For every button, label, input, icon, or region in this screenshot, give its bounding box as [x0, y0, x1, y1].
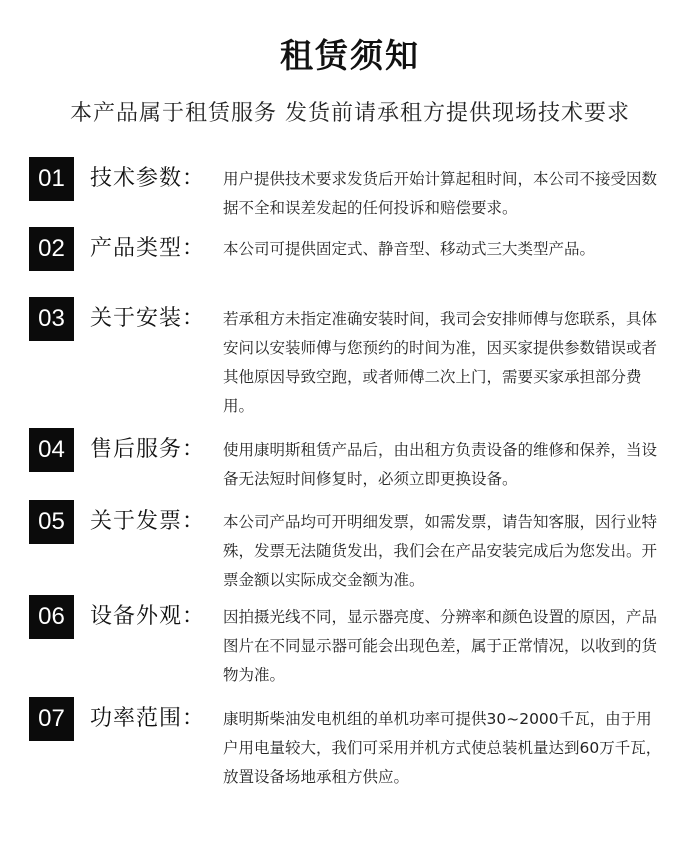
item-number-badge: 03	[29, 297, 74, 341]
item-label: 技术参数：	[90, 166, 206, 191]
item-number-badge: 06	[29, 595, 74, 639]
item-label: 售后服务：	[90, 437, 206, 462]
item-description: 使用康明斯租赁产品后，由出租方负责设备的维修和保养，当设备无法短时间修复时，必须立即更换设备。	[223, 441, 658, 488]
item-label: 产品类型：	[90, 236, 206, 261]
page-title: 租赁须知	[280, 36, 420, 75]
page-subtitle: 本产品属于租赁服务 发货前请承租方提供现场技术要求	[70, 101, 630, 126]
item-number-badge: 04	[29, 428, 74, 472]
item-label: 关于安装：	[90, 306, 206, 331]
item-label: 关于发票：	[90, 509, 206, 534]
item-number-badge: 01	[29, 157, 74, 201]
item-number-badge: 02	[29, 227, 74, 271]
item-label: 功率范围：	[90, 706, 206, 731]
item-label: 设备外观：	[90, 604, 206, 629]
item-number-badge: 05	[29, 500, 74, 544]
item-description: 因拍摄光线不同，显示器亮度、分辨率和颜色设置的原因，产品图片在不同显示器可能会出现色差，属于正常情况，以收到的货物为准。	[223, 608, 658, 684]
item-number-badge: 07	[29, 697, 74, 741]
item-description: 康明斯柴油发电机组的单机功率可提供30~2000千瓦，由于用户用电量较大，我们可采用并机方式使总装机量达到60万千瓦，放置设备场地承租方供应。	[223, 710, 662, 786]
item-description: 本公司产品均可开明细发票，如需发票，请告知客服，因行业特殊，发票无法随货发出，我们会在产品安装完成后为您发出。开票金额以实际成交金额为准。	[223, 513, 658, 589]
item-description: 用户提供技术要求发货后开始计算起租时间，本公司不接受因数据不全和误差发起的任何投诉和赔偿要求。	[223, 170, 658, 217]
item-description: 本公司可提供固定式、静音型、移动式三大类型产品。	[223, 240, 596, 258]
item-description: 若承租方未指定准确安装时间，我司会安排师傅与您联系，具体安问以安装师傅与您预约的时间为准，因买家提供参数错误或者其他原因导致空跑，或者师傅二次上门，需要买家承担部分费用。	[223, 310, 658, 415]
